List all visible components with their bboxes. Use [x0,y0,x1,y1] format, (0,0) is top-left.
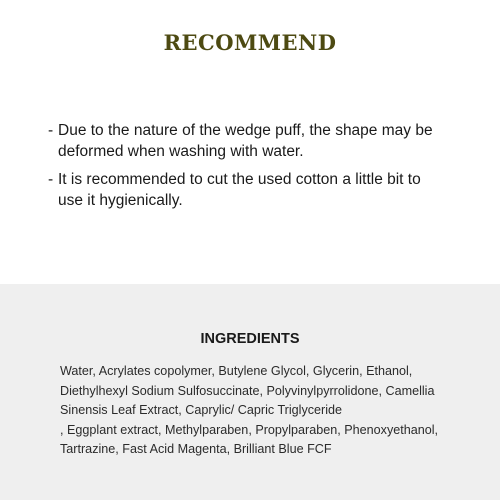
recommend-item [48,169,448,211]
ingredients-line: Water, Acrylates copolymer, Butylene Glycol, Glycerin, Ethanol, [60,364,413,378]
bullet-dash: - [48,122,54,139]
ingredients-title: INGREDIENTS [200,331,300,347]
ingredients-line: Sinensis Leaf Extract, Caprylic/ Capric Triglyceride [60,403,343,417]
ingredients-line: Diethylhexyl Sodium Sulfosuccinate, Polyvinylpyrrolidone, Camellia [60,383,435,398]
bullet-dash: - [48,171,54,188]
recommend-title: RECOMMEND [163,30,337,55]
recommend-item [48,120,448,162]
ingredients-section [0,284,500,500]
recommend-list [48,120,448,218]
ingredients-list [60,362,450,460]
recommend-item-line: deformed when washing with water. [58,143,304,160]
recommend-item-line: Due to the nature of the wedge puff, the shape may be [58,122,433,139]
ingredients-line: Tartrazine, Fast Acid Magenta, Brilliant Blue FCF [60,442,332,456]
recommend-item-line: use it hygienically. [58,192,183,209]
recommend-item-line: It is recommended to cut the used cotton a little bit to [58,171,421,188]
ingredients-line: , Eggplant extract, Methylparaben, Propylparaben, Phenoxyethanol, [60,422,439,437]
